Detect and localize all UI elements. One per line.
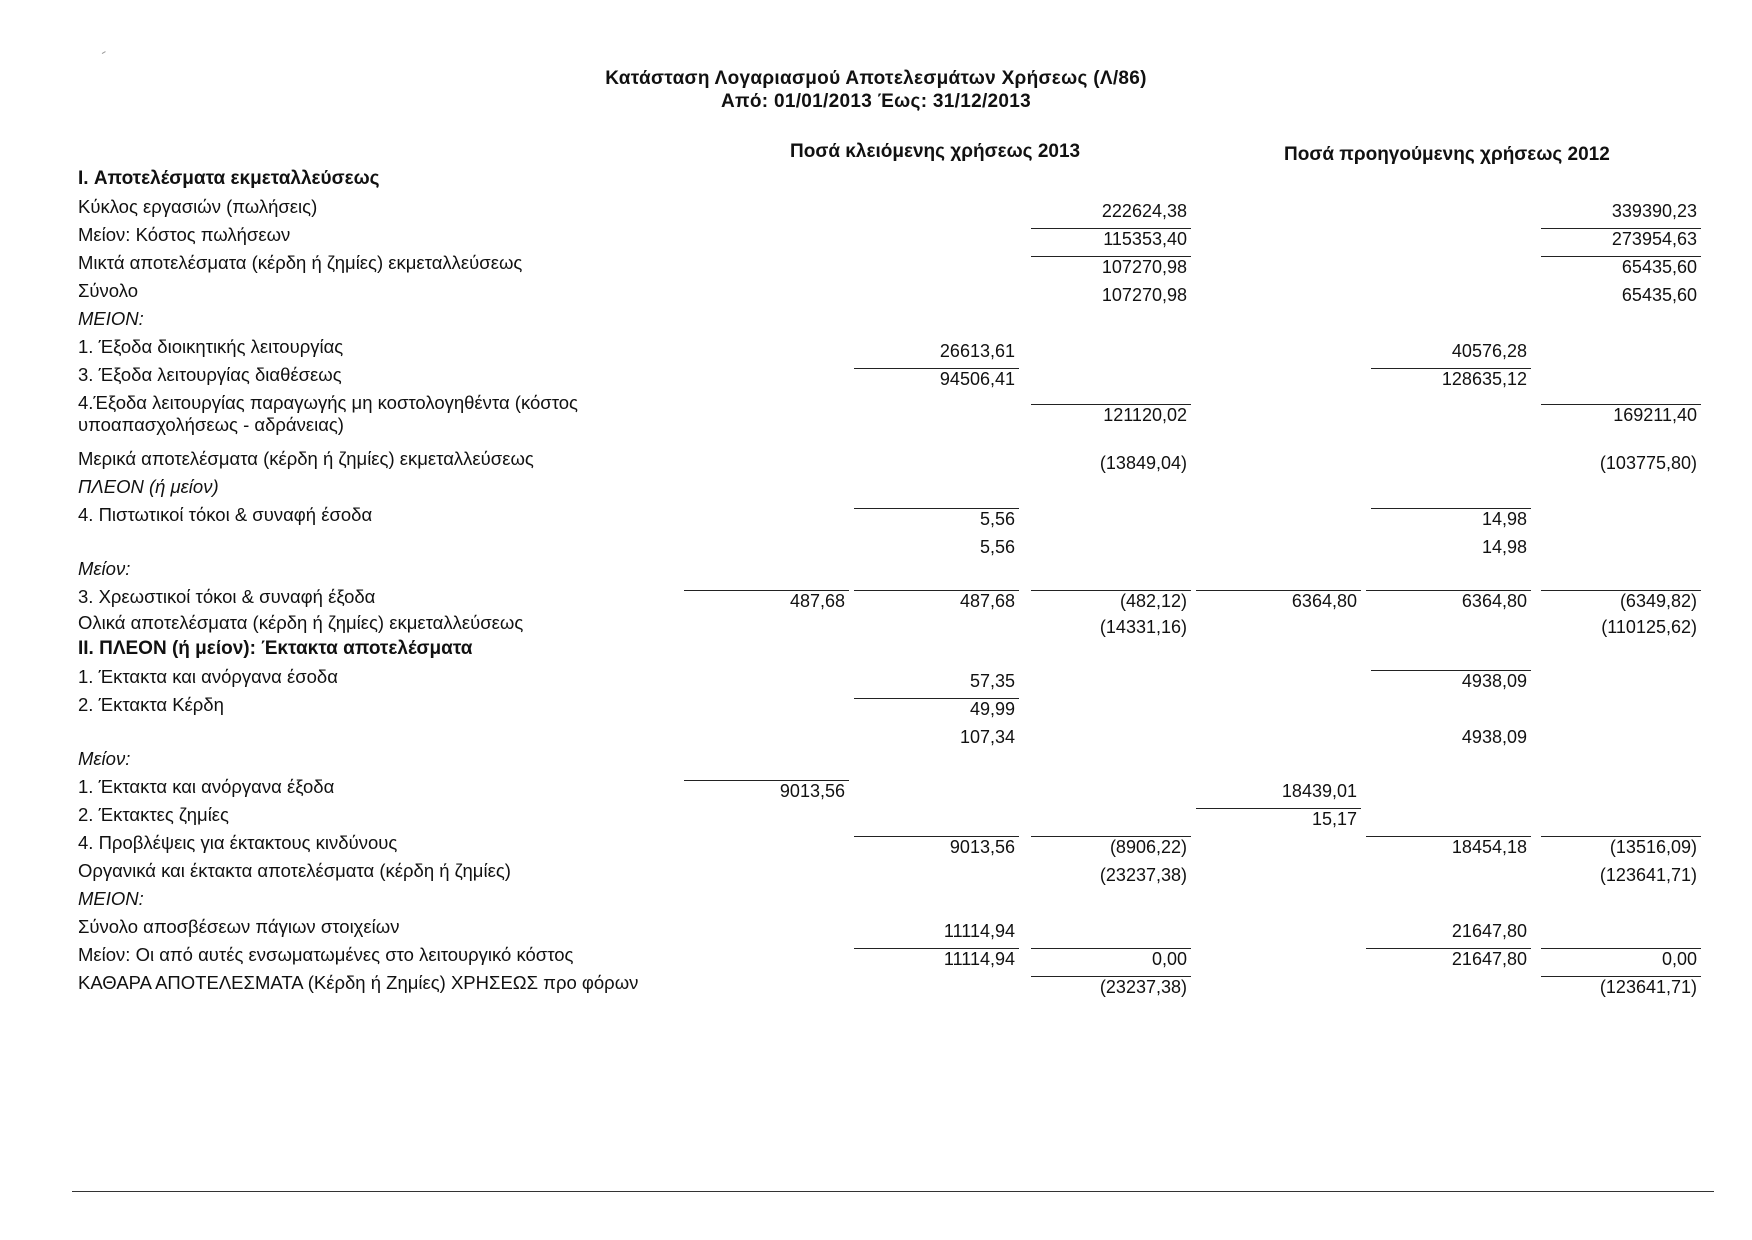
row-label: II. ΠΛΕΟΝ (ή μείον): Έκτακτα αποτελέσματα	[78, 638, 473, 659]
underline-rule	[1031, 976, 1191, 977]
underline-rule	[1366, 590, 1531, 591]
amount-cell: 6364,80	[1291, 591, 1357, 611]
row-label: ΚΑΘΑΡΑ ΑΠΟΤΕΛΕΣΜΑΤΑ (Κέρδη ή Ζημίες) ΧΡΗΣΕΩΣ προ φόρων	[78, 972, 639, 993]
row-label: 1. Έκτακτα και ανόργανα έξοδα	[78, 776, 335, 797]
underline-rule	[1031, 404, 1191, 405]
underline-rule	[1371, 508, 1531, 509]
amount-cell: 57,35	[969, 671, 1015, 691]
underline-rule	[1541, 404, 1701, 405]
amount-cell: (13849,04)	[1099, 453, 1187, 473]
row-label: 4. Πιστωτικοί τόκοι & συναφή έσοδα	[78, 504, 373, 525]
amount-cell: (23237,38)	[1099, 865, 1187, 885]
row-label: Μείον:	[78, 558, 131, 579]
document-title: Κατάσταση Λογαριασμού Αποτελεσμάτων Χρήσεως (Λ/86)	[605, 68, 1147, 89]
amount-cell: 273954,63	[1611, 229, 1697, 249]
row-label: 3. Έξοδα λειτουργίας διαθέσεως	[78, 364, 342, 385]
amount-cell: 169211,40	[1613, 405, 1697, 425]
column-header-previous-year: Ποσά προηγούμενης χρήσεως 2012	[1284, 144, 1610, 165]
row-label: Κύκλος εργασιών (πωλήσεις)	[78, 196, 318, 217]
underline-rule	[1031, 228, 1191, 229]
amount-cell: 15,17	[1311, 809, 1357, 829]
amount-cell: 21647,80	[1451, 949, 1527, 969]
row-label: 4. Προβλέψεις για έκτακτους κινδύνους	[78, 832, 398, 853]
row-label: 4.Έξοδα λειτουργίας παραγωγής μη κοστολογηθέντα (κόστος	[78, 392, 578, 413]
row-label: 2. Έκτακτα Κέρδη	[78, 694, 224, 715]
amount-cell: 65435,60	[1621, 285, 1697, 305]
amount-cell: (482,12)	[1119, 591, 1187, 611]
amount-cell: (103775,80)	[1599, 453, 1697, 473]
amount-cell: 26613,61	[939, 341, 1015, 361]
amount-cell: 6364,80	[1461, 591, 1527, 611]
underline-rule	[1541, 228, 1701, 229]
underline-rule	[684, 780, 849, 781]
amount-cell: 14,98	[1481, 537, 1527, 557]
underline-rule	[1371, 670, 1531, 671]
amount-cell: 9013,56	[779, 781, 845, 801]
column-header-current-year: Ποσά κλειόμενης χρήσεως 2013	[790, 141, 1081, 162]
row-label: 3. Χρεωστικοί τόκοι & συναφή έξοδα	[78, 586, 376, 607]
amount-cell: 14,98	[1481, 509, 1527, 529]
amount-cell: 107270,98	[1101, 285, 1187, 305]
underline-rule	[1031, 256, 1191, 257]
amount-cell: (14331,16)	[1099, 617, 1187, 637]
row-label: Οργανικά και έκτακτα αποτελέσματα (κέρδη ή ζημίες)	[78, 860, 511, 881]
amount-cell: (123641,71)	[1599, 977, 1697, 997]
amount-cell: 4938,09	[1461, 727, 1527, 747]
amount-cell: 222624,38	[1101, 201, 1187, 221]
row-label: ΠΛΕΟΝ (ή μείον)	[78, 476, 219, 497]
row-label: Μείον:	[78, 748, 131, 769]
row-label: Σύνολο αποσβέσεων πάγιων στοιχείων	[78, 916, 400, 937]
underline-rule	[1031, 590, 1191, 591]
underline-rule	[1031, 836, 1191, 837]
row-label-continuation: υποαπασχολήσεως - αδράνειας)	[78, 414, 344, 435]
underline-rule	[1366, 948, 1531, 949]
amount-cell: (23237,38)	[1099, 977, 1187, 997]
amount-cell: 21647,80	[1451, 921, 1527, 941]
underline-rule	[1366, 836, 1531, 837]
amount-cell: 40576,28	[1451, 341, 1527, 361]
row-label: ΜΕΙΟΝ:	[78, 888, 144, 909]
amount-cell: 94506,41	[939, 369, 1015, 389]
amount-cell: 11114,94	[943, 949, 1015, 969]
amount-cell: (13516,09)	[1609, 837, 1697, 857]
underline-rule	[1541, 256, 1701, 257]
underline-rule	[1196, 808, 1361, 809]
row-label: 1. Έξοδα διοικητικής λειτουργίας	[78, 336, 344, 357]
amount-cell: 65435,60	[1621, 257, 1697, 277]
amount-cell: 49,99	[969, 699, 1015, 719]
underline-rule	[1541, 590, 1701, 591]
footer-divider	[72, 1191, 1714, 1192]
underline-rule	[1196, 590, 1361, 591]
amount-cell: 487,68	[959, 591, 1015, 611]
underline-rule	[854, 368, 1019, 369]
underline-rule	[1541, 836, 1701, 837]
amount-cell: 18439,01	[1281, 781, 1357, 801]
amount-cell: (8906,22)	[1109, 837, 1187, 857]
amount-cell: 487,68	[789, 591, 845, 611]
row-label: Μείον: Οι από αυτές ενσωματωμένες στο λειτουργικό κόστος	[78, 944, 574, 965]
amount-cell: 107,34	[959, 727, 1015, 747]
amount-cell: (110125,62)	[1601, 617, 1697, 637]
underline-rule	[854, 590, 1019, 591]
amount-cell: 107270,98	[1101, 257, 1187, 277]
row-label: I. Αποτελέσματα εκμεταλλεύσεως	[78, 168, 380, 189]
underline-rule	[1541, 976, 1701, 977]
amount-cell: 121120,02	[1103, 405, 1187, 425]
amount-cell: (6349,82)	[1619, 591, 1697, 611]
underline-rule	[684, 590, 849, 591]
amount-cell: (123641,71)	[1599, 865, 1697, 885]
amount-cell: 4938,09	[1461, 671, 1527, 691]
row-label: Μείον: Κόστος πωλήσεων	[78, 224, 291, 245]
row-label: Σύνολο	[78, 280, 138, 301]
row-label: 1. Έκτακτα και ανόργανα έσοδα	[78, 666, 338, 687]
amount-cell: 0,00	[1151, 949, 1187, 969]
row-label: 2. Έκτακτες ζημίες	[78, 804, 229, 825]
amount-cell: 339390,23	[1611, 201, 1697, 221]
amount-cell: 0,00	[1661, 949, 1697, 969]
underline-rule	[1031, 948, 1191, 949]
row-label: Μικτά αποτελέσματα (κέρδη ή ζημίες) εκμεταλλεύσεως	[78, 252, 523, 273]
underline-rule	[854, 836, 1019, 837]
underline-rule	[1541, 948, 1701, 949]
amount-cell: 11114,94	[943, 921, 1015, 941]
underline-rule	[1371, 368, 1531, 369]
row-label: Ολικά αποτελέσματα (κέρδη ή ζημίες) εκμεταλλεύσεως	[78, 612, 524, 633]
underline-rule	[854, 948, 1019, 949]
document-period: Από: 01/01/2013 Έως: 31/12/2013	[721, 91, 1031, 112]
amount-cell: 128635,12	[1441, 369, 1527, 389]
amount-cell: 5,56	[979, 509, 1015, 529]
row-label: Μερικά αποτελέσματα (κέρδη ή ζημίες) εκμεταλλεύσεως	[78, 448, 534, 469]
amount-cell: 5,56	[979, 537, 1015, 557]
row-label: ΜΕΙΟΝ:	[78, 308, 144, 329]
amount-cell: 18454,18	[1451, 837, 1527, 857]
underline-rule	[854, 508, 1019, 509]
underline-rule	[854, 698, 1019, 699]
amount-cell: 9013,56	[949, 837, 1015, 857]
amount-cell: 115353,40	[1103, 229, 1187, 249]
